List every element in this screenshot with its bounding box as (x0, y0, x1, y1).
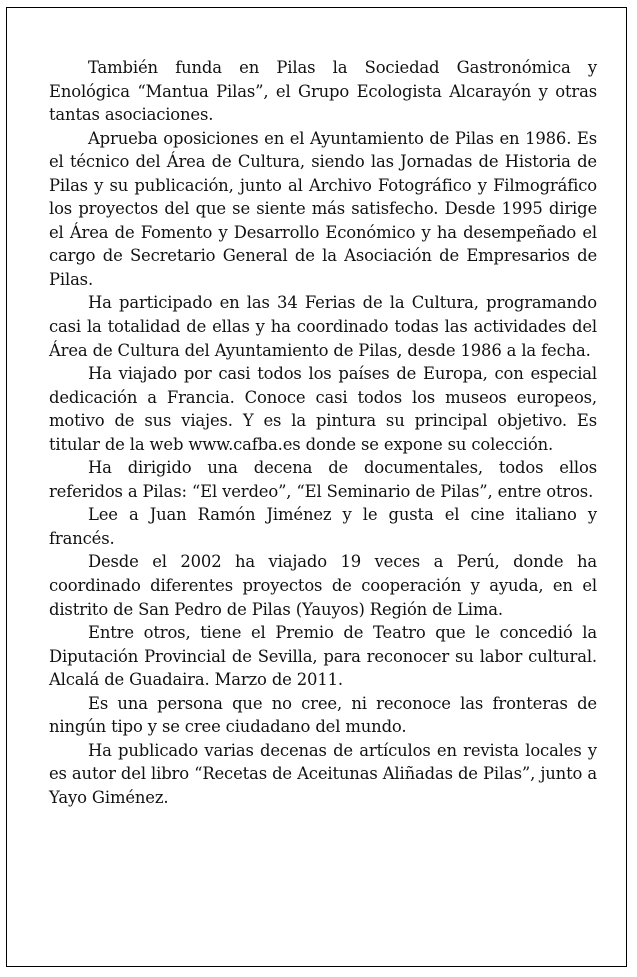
paragraph: Aprueba oposiciones en el Ayuntamiento de Pilas en 1986. Es el técnico del Área de Cultura, siendo las Jornadas de Historia de Pilas y su publicación, junto al Archivo Fotográfico y Filmográfico los proyectos del que se siente más satisfecho. Desde 1995 dirige el Área de Fomento y Desarrollo Económico y ha desempeñado el cargo de Secretario General de la Asociación de Empresarios de Pilas. (49, 128, 597, 289)
paragraph: Ha dirigido una decena de documentales, todos ellos referidos a Pilas: “El verdeo”, “El Seminario de Pilas”, entre otros. (49, 458, 597, 501)
paragraph: Lee a Juan Ramón Jiménez y le gusta el cine italiano y francés. (49, 505, 597, 548)
paragraph: Entre otros, tiene el Premio de Teatro que le concedió la Diputación Provincial de Sevilla, para reconocer su labor cultural. Alcalá de Guadaira. Marzo de 2011. (49, 623, 597, 690)
paragraph: También funda en Pilas la Sociedad Gastronómica y Enológica “Mantua Pilas”, el Grupo Ecologista Alcarayón y otras tantas asociaciones. (49, 58, 597, 125)
paragraph: Desde el 2002 ha viajado 19 veces a Perú, donde ha coordinado diferentes proyectos de cooperación y ayuda, en el distrito de San Pedro de Pilas (Yauyos) Región de Lima. (49, 552, 597, 619)
body-text (49, 56, 597, 810)
paragraph: Ha participado en las 34 Ferias de la Cultura, programando casi la totalidad de ellas y ha coordinado todas las actividades del Área de Cultura del Ayuntamiento de Pilas, desde 1986 a la fecha. (49, 293, 597, 360)
paragraph: Es una persona que no cree, ni reconoce las fronteras de ningún tipo y se cree ciudadano del mundo. (49, 693, 597, 737)
paragraph: Ha viajado por casi todos los países de Europa, con especial dedicación a Francia. Conoce casi todos los museos europeos, motivo de sus viajes. Y es la pintura su principal objetivo. Es titular de la web www.cafba.es donde se expone su colección. (49, 364, 597, 454)
paragraph: Ha publicado varias decenas de artículos en revista locales y es autor del libro “Recetas de Aceitunas Aliñadas de Pilas”, junto a Yayo Giménez. (49, 740, 597, 807)
